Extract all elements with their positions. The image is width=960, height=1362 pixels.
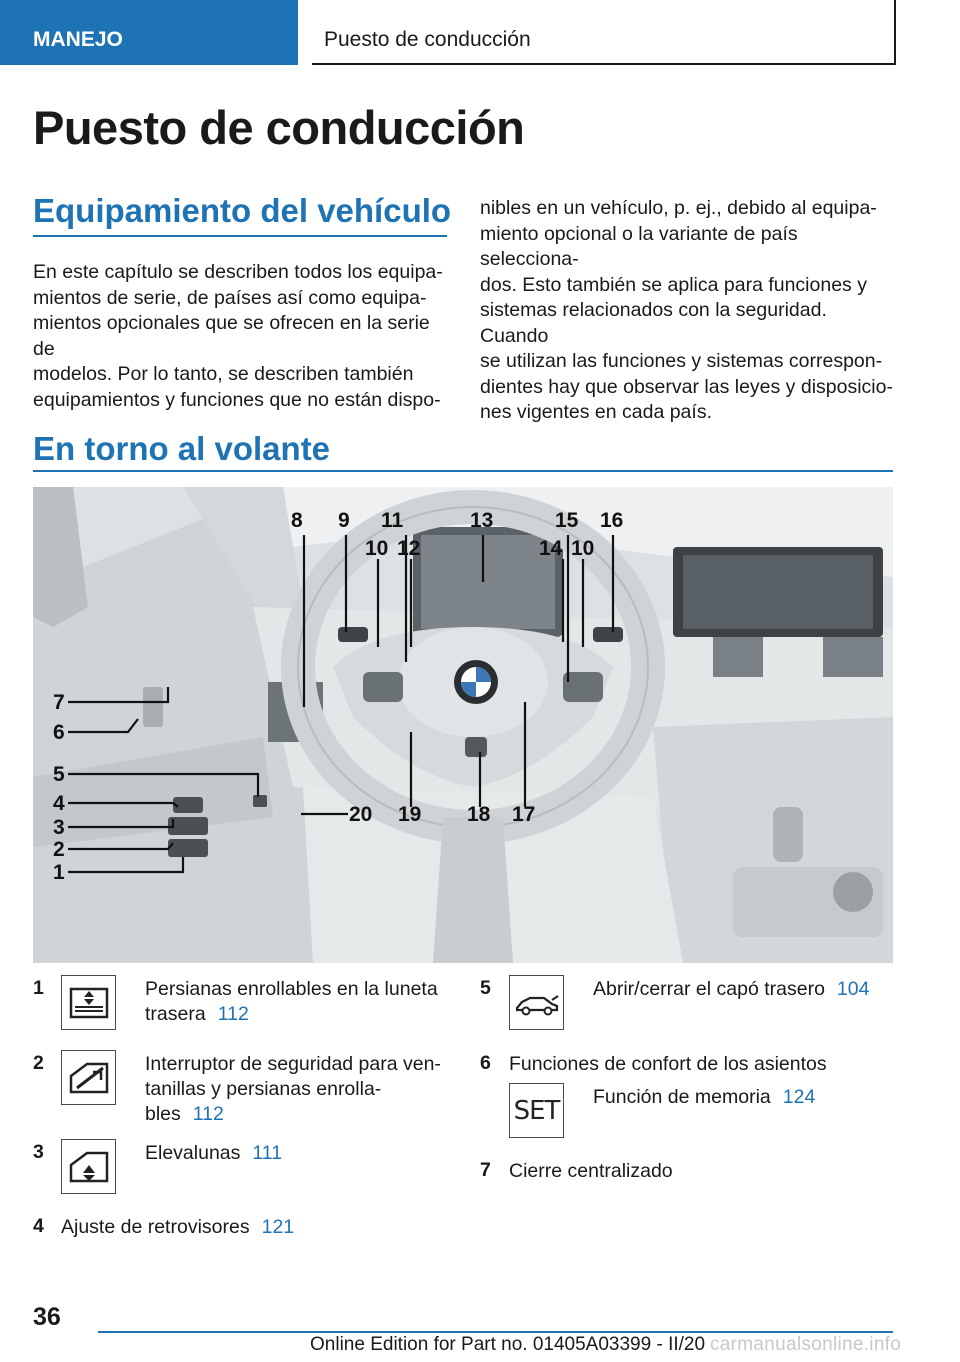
set-memory-icon: SET — [509, 1083, 564, 1138]
power-window-icon — [61, 1139, 116, 1194]
callout: 8 — [291, 509, 303, 532]
callout: 2 — [53, 838, 65, 861]
window-safety-switch-icon — [61, 1050, 116, 1105]
callout: 3 — [53, 816, 65, 839]
trunk-lid-icon — [509, 975, 564, 1030]
callout: 1 — [53, 861, 65, 884]
intro-paragraph-col1: En este capítulo se describen todos los equipa- mientos de serie, de países así como equipa- mientos opcionales que se ofrecen en la serie de modelos. Por lo tanto, se describen también equipamientos y funciones que no están dispo- — [33, 261, 443, 411]
page-reference-link[interactable]: 111 — [252, 1142, 283, 1164]
callout: 15 — [555, 509, 579, 532]
callout: 14 — [539, 537, 563, 560]
page-reference-link[interactable]: 124 — [782, 1086, 816, 1108]
page-reference-link[interactable]: 104 — [836, 978, 870, 1000]
cockpit-illustration — [33, 487, 893, 963]
legend-number: 6 — [480, 1052, 491, 1074]
callout: 11 — [381, 509, 404, 532]
legend-number: 1 — [33, 977, 44, 999]
heading-rule — [33, 470, 893, 472]
legend-number: 4 — [33, 1215, 44, 1237]
page-title: Puesto de conducción — [33, 101, 525, 154]
callout: 9 — [338, 509, 350, 532]
legend-text: Abrir/cerrar el capó trasero 104 — [593, 978, 870, 1000]
header-title: Puesto de conducción — [312, 0, 896, 65]
page-reference-link[interactable]: 112 — [217, 1003, 249, 1025]
edition-note: Online Edition for Part no. 01405A03399 - II/20 — [310, 1334, 706, 1355]
legend-text: Elevalunas 111 — [145, 1142, 283, 1164]
legend-text: Cierre centralizado — [509, 1160, 673, 1182]
intro-paragraph-col2: nibles en un vehículo, p. ej., debido al equipa- miento opcional o la variante de país selecciona- dos. Esto también se aplica para funciones y sistemas relacionados con la seguridad. Cuando se utilizan las funciones y sistemas correspon- dientes hay que observar las leyes y disposicio- nes vigentes en cada país. — [480, 197, 893, 423]
callout: 17 — [512, 803, 536, 826]
callout: 10 — [365, 537, 389, 560]
section-tab: MANEJO — [0, 0, 298, 65]
callout: 13 — [470, 509, 494, 532]
callout: 5 — [53, 763, 65, 786]
legend-text: Función de memoria 124 — [593, 1086, 816, 1108]
legend-text: Interruptor de seguridad para ven- tanillas y persianas enrolla- bles 112 — [145, 1053, 441, 1125]
page-number: 36 — [33, 1303, 61, 1331]
legend-number: 5 — [480, 977, 491, 999]
callout: 6 — [53, 721, 65, 744]
footer-rule — [98, 1331, 893, 1333]
header-separator — [298, 0, 312, 65]
section-heading-steering: En torno al volante — [33, 430, 331, 467]
page-reference-link[interactable]: 121 — [261, 1216, 295, 1238]
watermark: carmanualsonline.info — [710, 1334, 902, 1355]
callout: 16 — [600, 509, 624, 532]
legend-number: 3 — [33, 1141, 44, 1163]
callout: 4 — [53, 792, 65, 815]
legend-text: Persianas enrollables en la luneta trasera 112 — [145, 978, 438, 1025]
legend-number: 7 — [480, 1159, 491, 1181]
legend-number: 2 — [33, 1052, 44, 1074]
callout: 20 — [349, 803, 373, 826]
bmw-roundel-icon — [454, 660, 498, 704]
callout: 18 — [467, 803, 491, 826]
rear-sunblind-icon — [61, 975, 116, 1030]
callout: 19 — [398, 803, 422, 826]
legend-text: Ajuste de retrovisores 121 — [61, 1216, 295, 1238]
callout: 12 — [397, 537, 421, 560]
heading-rule — [33, 235, 447, 237]
callout: 7 — [53, 691, 65, 714]
page-reference-link[interactable]: 112 — [192, 1103, 224, 1125]
legend-text: Funciones de confort de los asientos — [509, 1053, 827, 1075]
callout: 10 — [571, 537, 595, 560]
section-heading-equipment: Equipamiento del vehículo — [33, 192, 452, 229]
